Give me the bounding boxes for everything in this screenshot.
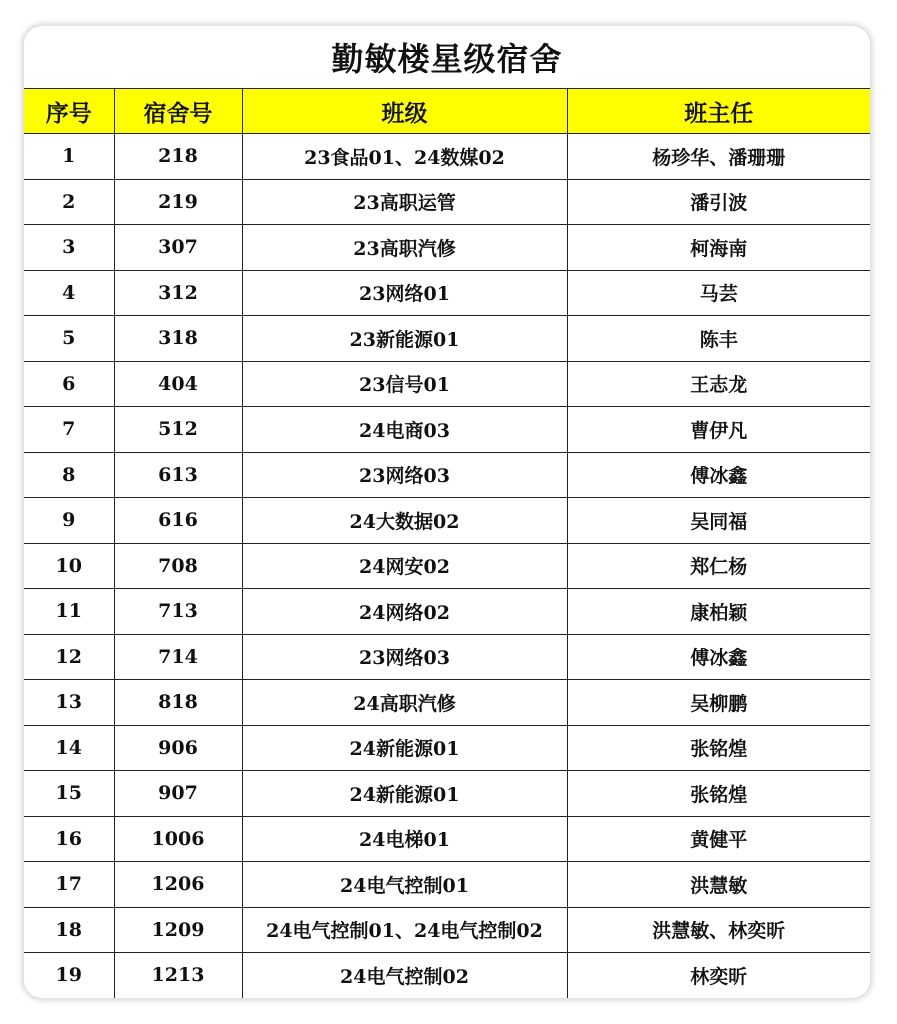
cell-index: 3 [24,225,114,271]
dormitory-table-card [24,26,870,998]
table-row [24,452,870,498]
cell-index: 10 [24,543,114,589]
cell-room: 613 [114,452,242,498]
cell-teacher: 康柏颖 [567,589,870,635]
cell-index: 1 [24,134,114,180]
cell-teacher: 杨珍华、潘珊珊 [567,134,870,180]
cell-room: 512 [114,407,242,453]
dormitory-table [24,89,870,998]
cell-teacher: 陈丰 [567,316,870,362]
cell-index: 12 [24,634,114,680]
cell-room: 1209 [114,907,242,953]
cell-teacher: 吴同福 [567,498,870,544]
table-row [24,725,870,771]
cell-teacher: 傅冰鑫 [567,452,870,498]
table-row [24,316,870,362]
table-row [24,407,870,453]
cell-class: 23网络03 [242,452,567,498]
cell-index: 8 [24,452,114,498]
cell-teacher: 曹伊凡 [567,407,870,453]
cell-class: 24高职汽修 [242,680,567,726]
cell-teacher: 柯海南 [567,225,870,271]
cell-class: 23高职运管 [242,179,567,225]
table-row [24,134,870,180]
cell-class: 24网安02 [242,543,567,589]
cell-index: 7 [24,407,114,453]
cell-index: 5 [24,316,114,362]
cell-class: 24电梯01 [242,816,567,862]
table-row [24,179,870,225]
cell-teacher: 张铭煌 [567,771,870,817]
cell-class: 24新能源01 [242,771,567,817]
column-header-index: 序号 [24,89,114,134]
cell-teacher: 张铭煌 [567,725,870,771]
cell-class: 24大数据02 [242,498,567,544]
cell-index: 9 [24,498,114,544]
cell-teacher: 黄健平 [567,816,870,862]
cell-class: 24新能源01 [242,725,567,771]
cell-index: 16 [24,816,114,862]
table-row [24,589,870,635]
cell-index: 18 [24,907,114,953]
cell-class: 23信号01 [242,361,567,407]
cell-room: 219 [114,179,242,225]
cell-index: 19 [24,953,114,999]
cell-class: 24电气控制01、24电气控制02 [242,907,567,953]
table-row [24,907,870,953]
cell-teacher: 傅冰鑫 [567,634,870,680]
table-row [24,498,870,544]
cell-index: 4 [24,270,114,316]
table-row [24,270,870,316]
table-row [24,816,870,862]
column-header-class: 班级 [242,89,567,134]
cell-room: 307 [114,225,242,271]
cell-class: 23网络03 [242,634,567,680]
cell-class: 24网络02 [242,589,567,635]
cell-room: 404 [114,361,242,407]
cell-index: 17 [24,862,114,908]
cell-room: 218 [114,134,242,180]
table-row [24,862,870,908]
table-row [24,543,870,589]
cell-teacher: 洪慧敏 [567,862,870,908]
cell-teacher: 洪慧敏、林奕昕 [567,907,870,953]
cell-room: 818 [114,680,242,726]
cell-teacher: 郑仁杨 [567,543,870,589]
cell-teacher: 吴柳鹏 [567,680,870,726]
cell-room: 907 [114,771,242,817]
cell-room: 1006 [114,816,242,862]
cell-class: 23高职汽修 [242,225,567,271]
cell-room: 318 [114,316,242,362]
table-row [24,771,870,817]
table-row [24,680,870,726]
cell-index: 15 [24,771,114,817]
cell-class: 24电气控制02 [242,953,567,999]
cell-class: 24电气控制01 [242,862,567,908]
cell-class: 23新能源01 [242,316,567,362]
cell-class: 23食品01、24数媒02 [242,134,567,180]
table-row [24,634,870,680]
cell-room: 708 [114,543,242,589]
cell-index: 13 [24,680,114,726]
cell-teacher: 王志龙 [567,361,870,407]
cell-index: 14 [24,725,114,771]
cell-class: 24电商03 [242,407,567,453]
column-header-teacher: 班主任 [567,89,870,134]
table-row [24,225,870,271]
cell-class: 23网络01 [242,270,567,316]
table-row [24,953,870,999]
cell-room: 906 [114,725,242,771]
cell-room: 1206 [114,862,242,908]
cell-room: 713 [114,589,242,635]
cell-index: 2 [24,179,114,225]
cell-room: 1213 [114,953,242,999]
cell-teacher: 潘引波 [567,179,870,225]
cell-room: 714 [114,634,242,680]
cell-teacher: 马芸 [567,270,870,316]
cell-index: 6 [24,361,114,407]
column-header-room: 宿舍号 [114,89,242,134]
cell-room: 616 [114,498,242,544]
table-title: 勤敏楼星级宿舍 [24,26,870,89]
cell-teacher: 林奕昕 [567,953,870,999]
cell-room: 312 [114,270,242,316]
header-row [24,89,870,134]
table-body [24,134,870,999]
cell-index: 11 [24,589,114,635]
table-row [24,361,870,407]
